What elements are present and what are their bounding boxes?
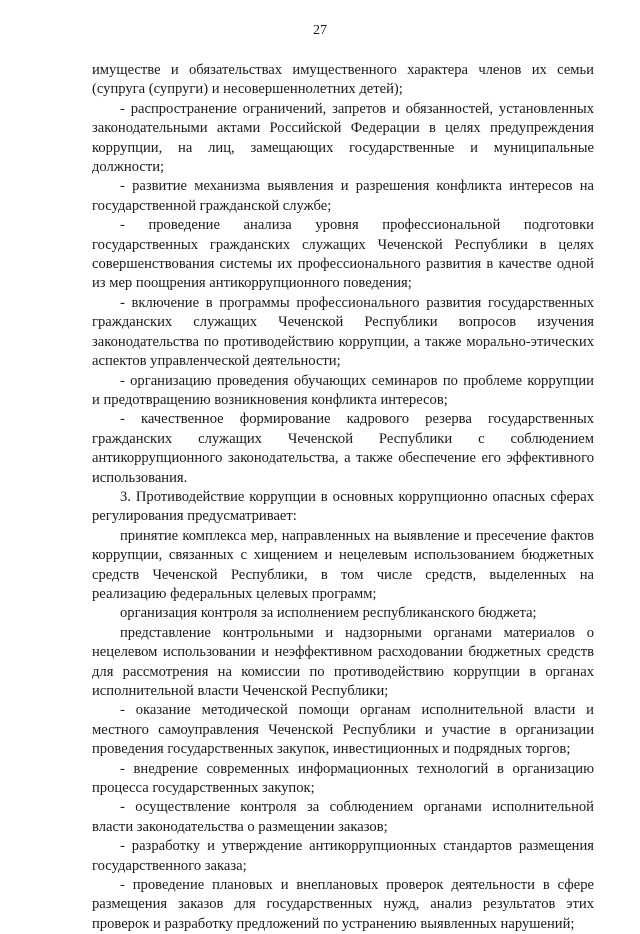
paragraph: - проведение плановых и внеплановых проверок деятельности в сфере размещения заказов для государственных нужд, анализ результатов этих проверок и разработку предложений по устранению выявленных нарушений; <box>92 877 594 932</box>
paragraph: - внедрение современных информационных технологий в организацию процесса государственных закупок; <box>92 760 594 797</box>
paragraph: - развитие механизма выявления и разрешения конфликта интересов на государственной гражданской службе; <box>92 178 594 214</box>
page-number: 27 <box>313 23 327 38</box>
paragraph: - организацию проведения обучающих семинаров по проблеме коррупции и предотвращению возникновения конфликта интересов; <box>92 372 594 408</box>
paragraph: - распространение ограничений, запретов и обязанностей, установленных законодательными актами Российской Федерации в целях предупреждения коррупции, на лиц, замещающих государственные и муниципальные должности; <box>92 100 594 176</box>
paragraph: организация контроля за исполнением республиканского бюджета; <box>120 605 537 622</box>
paragraph: представление контрольными и надзорными органами материалов о нецелевом использовании и неэффективном расходовании бюджетных средств для рассмотрения на комиссии по противодействию коррупции в органах исполнительной власти Чеченской Республики; <box>92 624 594 699</box>
paragraph: - проведение анализа уровня профессиональной подготовки государственных гражданских служащих Чеченской Республики в целях совершенствования системы их профессионального развития в качестве одной из мер поощрения антикоррупционного поведения; <box>92 217 594 292</box>
section-heading-paragraph: 3. Противодействие коррупции в основных коррупционно опасных сферах регулирования предусматривает: <box>92 488 594 525</box>
paragraph: имуществе и обязательствах имущественного характера членов их семьи (супруга (супруги) и несовершеннолетних детей); <box>92 62 594 98</box>
paragraph: - включение в программы профессионального развития государственных гражданских служащих Чеченской Республики вопросов изучения законодательства по противодействию коррупции, а также морально-этических аспектов управленческой деятельности; <box>92 294 594 370</box>
document-body <box>92 61 594 934</box>
paragraph: - качественное формирование кадрового резерва государственных гражданских служащих Чеченской Республики с соблюдением антикоррупционного законодательства, а также обеспечение его эффективного использования. <box>92 411 594 486</box>
paragraph: - осуществление контроля за соблюдением органами исполнительной власти законодательства о размещении заказов; <box>92 799 594 835</box>
paragraph: - разработку и утверждение антикоррупционных стандартов размещения государственного заказа; <box>92 838 594 874</box>
paragraph: - оказание методической помощи органам исполнительной власти и местного самоуправления Чеченской Республики и участие в организации проведения государственных закупок, инвестиционных и подрядных торгов; <box>92 702 594 758</box>
paragraph: принятие комплекса мер, направленных на выявление и пресечение фактов коррупции, связанных с хищением и нецелевым использованием бюджетных средств Чеченской Республики, в том числе средств, выделенных на реализацию федеральных целевых программ; <box>92 527 594 602</box>
